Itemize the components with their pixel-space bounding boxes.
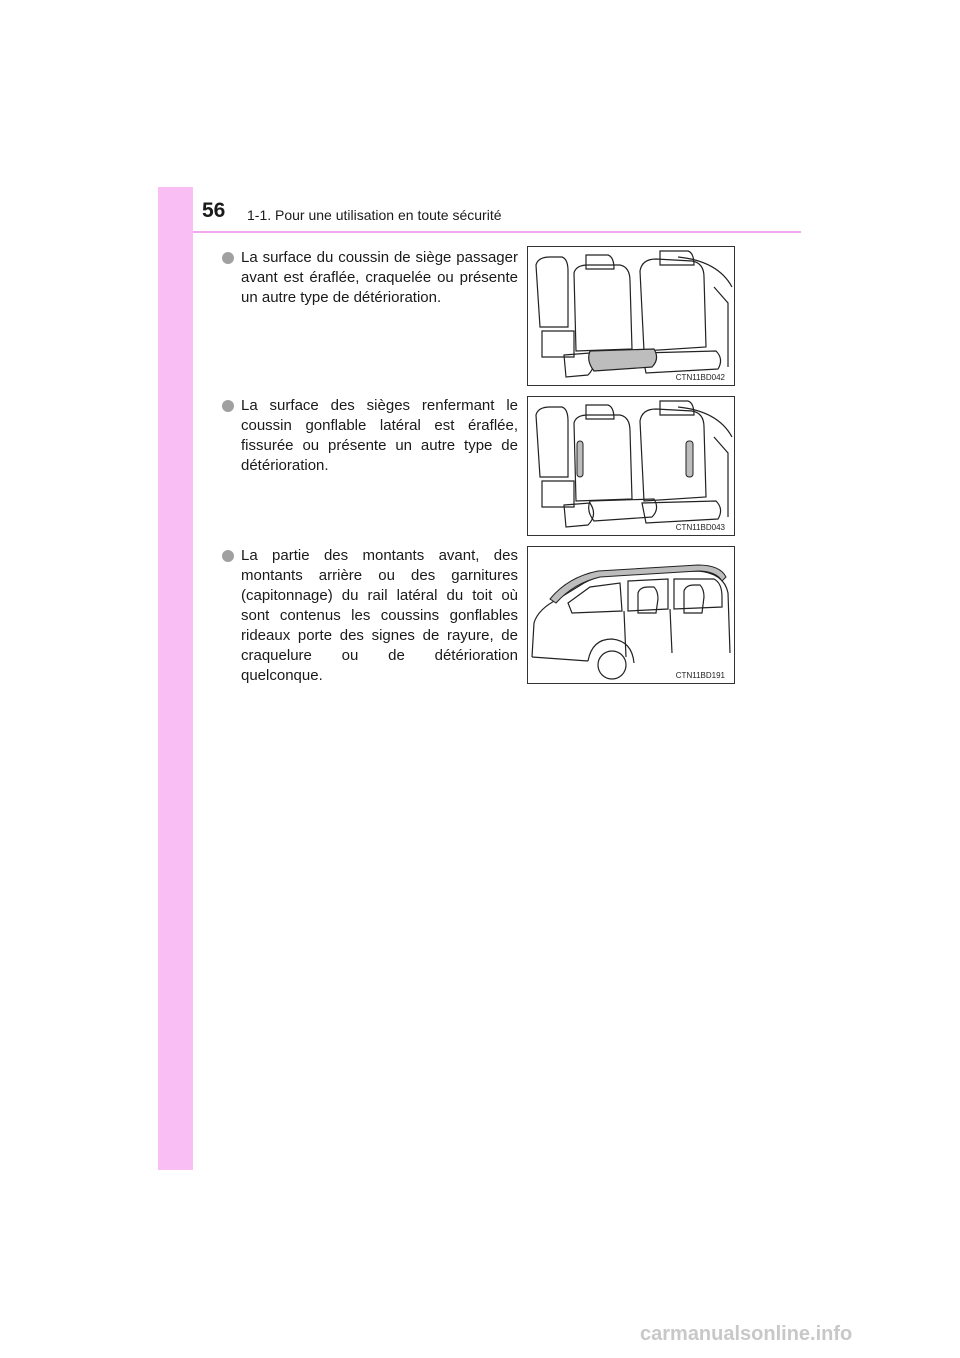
figure-seat-cushion bbox=[527, 246, 735, 386]
list-item-text: La surface des sièges renfermant le coussin gonflable latéral est éraflée, fissurée ou présente un autre type de détérioration. bbox=[241, 397, 518, 474]
figure-caption: CTN11BD042 bbox=[675, 373, 725, 382]
list-item bbox=[222, 546, 518, 686]
front-passenger-seat-cushion-illustration bbox=[528, 247, 734, 385]
side-airbag-seats-illustration bbox=[528, 397, 734, 535]
chapter-side-band bbox=[158, 187, 193, 1170]
figure-caption: CTN11BD043 bbox=[675, 523, 725, 532]
list-item-text: La partie des montants avant, des montants arrière ou des garnitures (capitonnage) du rail latéral du toit où sont contenus les coussins gonflables rideaux porte des signes de rayure, de craquelure ou de détérioration quelconque. bbox=[241, 547, 518, 684]
list-item-text: La surface du coussin de siège passager avant est éraflée, craquelée ou présente un autre type de détérioration. bbox=[241, 249, 518, 306]
curtain-airbag-vehicle-illustration bbox=[528, 547, 734, 683]
figure-side-airbag-seats bbox=[527, 396, 735, 536]
figure-curtain-airbag bbox=[527, 546, 735, 684]
bullet-icon bbox=[222, 550, 234, 562]
header-divider bbox=[193, 231, 801, 233]
section-title: 1-1. Pour une utilisation en toute sécurité bbox=[247, 207, 502, 223]
bullet-icon bbox=[222, 400, 234, 412]
figure-caption: CTN11BD191 bbox=[675, 671, 725, 680]
page-number: 56 bbox=[202, 199, 226, 222]
watermark: carmanualsonline.info bbox=[640, 1323, 853, 1345]
list-item bbox=[222, 248, 518, 308]
list-item bbox=[222, 396, 518, 476]
bullet-icon bbox=[222, 252, 234, 264]
